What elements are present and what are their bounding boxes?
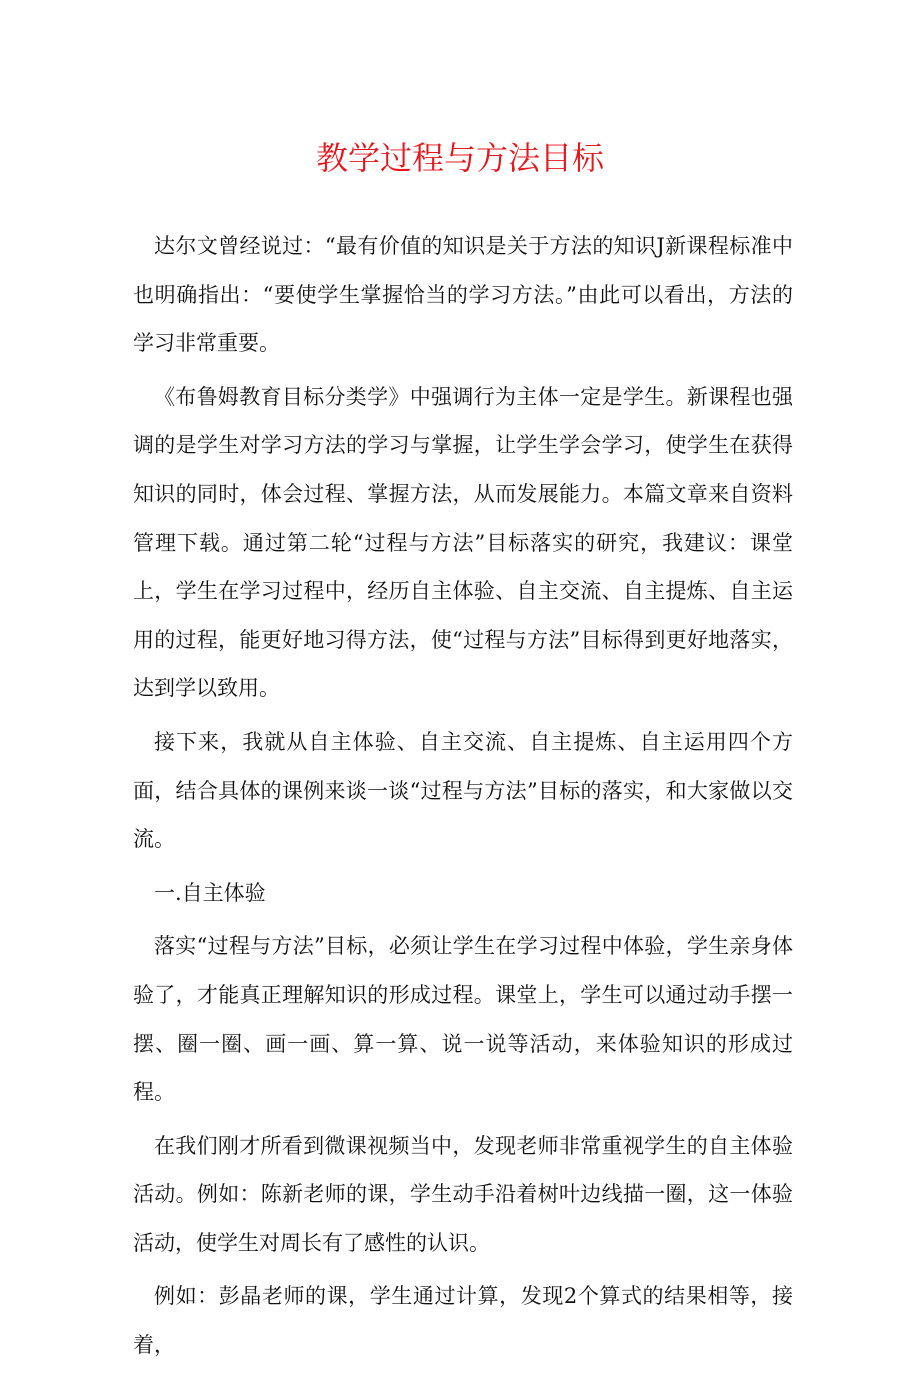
document-title: 教学过程与方法目标 <box>315 139 604 177</box>
paragraph: 例如：彭晶老师的课，学生通过计算，发现2个算式的结果相等，接着， <box>133 1284 793 1358</box>
paragraph: 接下来，我就从自主体验、自主交流、自主提炼、自主运用四个方面，结合具体的课例来谈一谈“过程与方法”目标的落实，和大家做以交流。 <box>133 729 793 852</box>
paragraph: 达尔文曾经说过：“最有价值的知识是关于方法的知识J新课程标准中也明确指出：“要使学生掌握恰当的学习方法。”由此可以看出，方法的学习非常重要。 <box>133 234 793 356</box>
paragraph: 《布鲁姆教育目标分类学》中强调行为主体一定是学生。新课程也强调的是学生对学习方法的学习与掌握，让学生学会学习，使学生在获得知识的同时，体会过程、掌握方法，从而发展能力。本篇文章来自资料管理下载。通过第二轮“过程与方法”目标落实的研究，我建议：课堂上，学生在学习过程中，经历自主体验、自主交流、自主提炼、自主运用的过程，能更好地习得方法，使“过程与方法”目标得到更好地落实，达到学以致用。 <box>133 384 793 701</box>
paragraph: 落实“过程与方法”目标，必须让学生在学习过程中体验，学生亲身体验了，才能真正理解知识的形成过程。课堂上，学生可以通过动手摆一摆、圈一圈、画一画、算一算、说一说等活动，来体验知识的形成过程。 <box>133 934 793 1105</box>
paragraph: 在我们刚才所看到微课视频当中，发现老师非常重视学生的自主体验活动。例如：陈新老师的课，学生动手沿着树叶边线描一圈，这一体验活动，使学生对周长有了感性的认识。 <box>133 1133 793 1255</box>
section-heading: 一.自主体验 <box>154 880 266 905</box>
document-body <box>133 222 793 1375</box>
